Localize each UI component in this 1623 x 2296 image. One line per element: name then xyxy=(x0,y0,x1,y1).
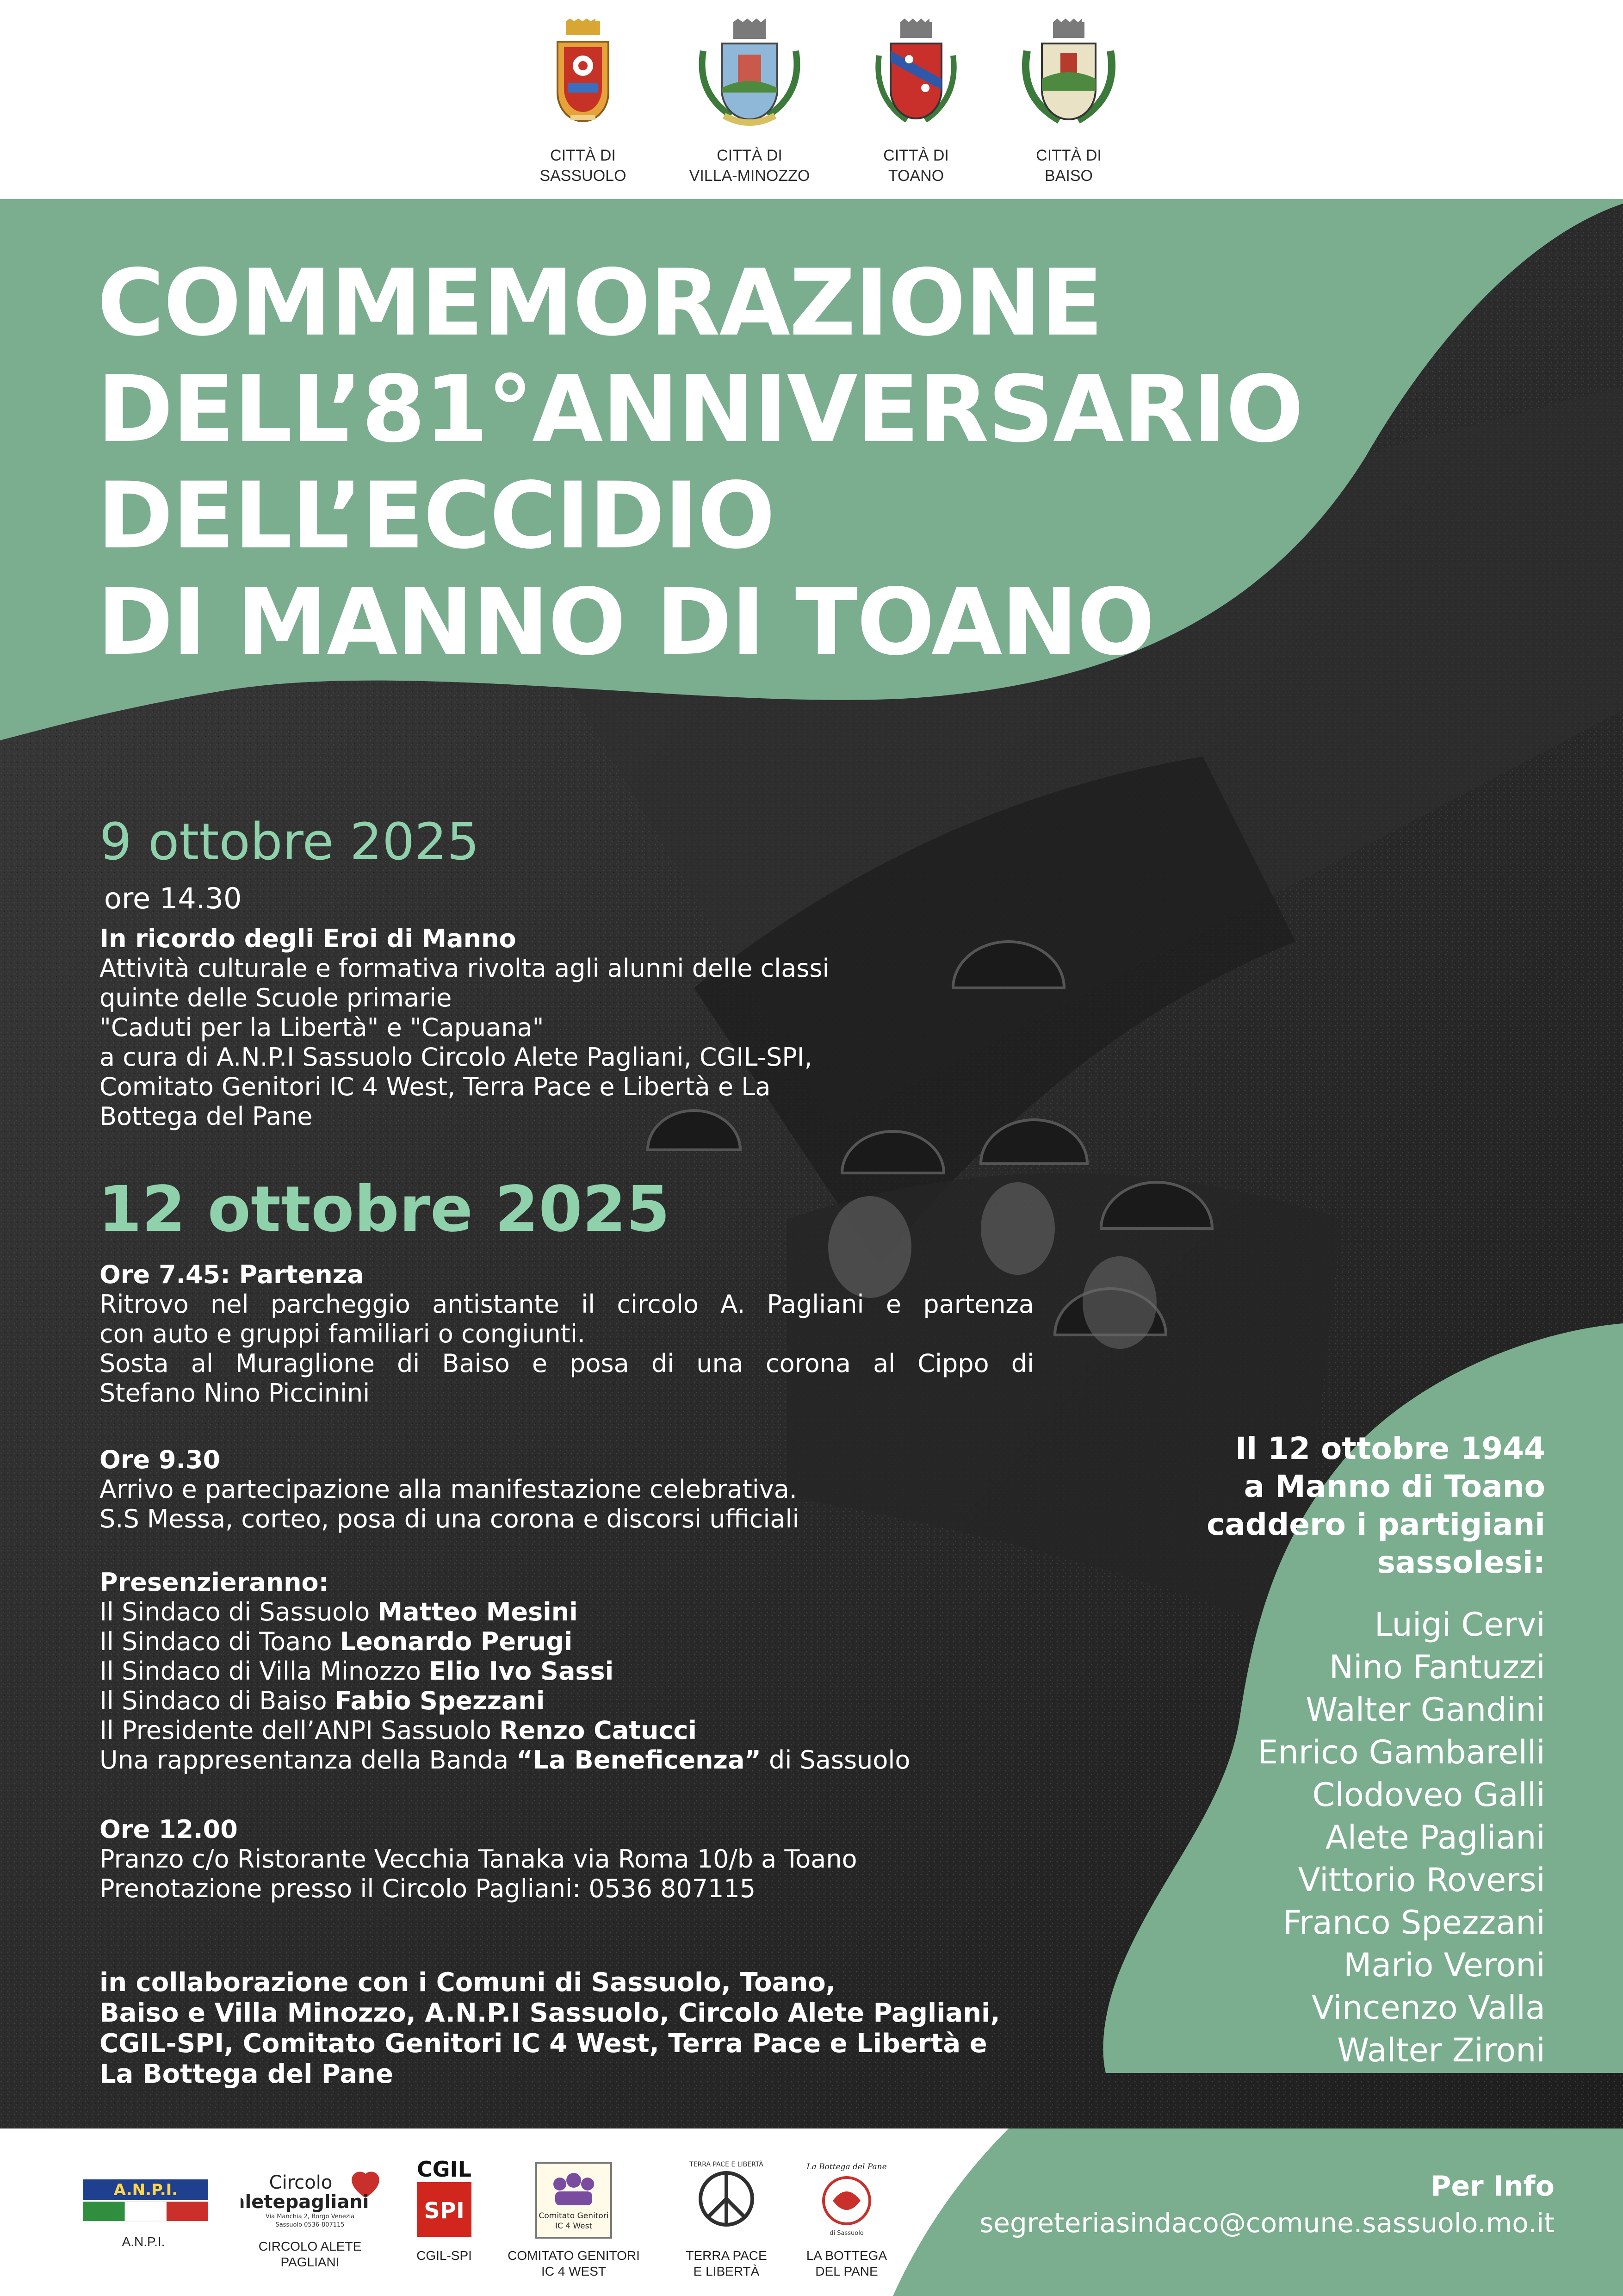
crest-label-toano: CITTÀ DI TOANO xyxy=(883,147,949,185)
partisan-name: Walter Zironi xyxy=(1337,2031,1545,2069)
partenza-line: con auto e gruppi familiari o congiunti. xyxy=(99,1319,586,1348)
event-2-date: 12 ottobre 2025 xyxy=(98,1173,670,1246)
info-title: Per Info xyxy=(1431,2170,1555,2203)
svg-text:SPI: SPI xyxy=(424,2198,465,2224)
pranzo-heading: Ore 12.00 xyxy=(99,1815,238,1844)
svg-text:A.N.P.I.: A.N.P.I. xyxy=(113,2181,178,2199)
footer-logo-bottega xyxy=(787,2156,907,2279)
footer-logo-label: CIRCOLO ALETE PAGLIANI xyxy=(258,2239,362,2269)
svg-text:Via Manchia 2, Borgo Venezia: Via Manchia 2, Borgo Venezia xyxy=(265,2213,355,2220)
anpi-logo-icon xyxy=(83,2175,208,2226)
cerimonia-line: S.S Messa, corteo, posa di una corona e discorsi ufficiali xyxy=(99,1504,799,1533)
cerimonia-line: Arrivo e partecipazione alla manifestazione celebrativa. xyxy=(99,1475,797,1504)
partisan-name: Luigi Cervi xyxy=(1374,1606,1545,1644)
event-1-description xyxy=(99,954,830,1131)
partisan-name: Vittorio Roversi xyxy=(1298,1861,1545,1899)
footer-logo-label: LA BOTTEGA DEL PANE xyxy=(806,2248,887,2278)
crest-label-baiso: CITTÀ DI BAISO xyxy=(1036,147,1102,185)
svg-text:di Sassuolo: di Sassuolo xyxy=(830,2230,864,2237)
collaboration-line: CGIL-SPI, Comitato Genitori IC 4 West, Terra Pace e Libertà e xyxy=(99,2029,987,2059)
event-1-heading: In ricordo degli Eroi di Manno xyxy=(99,924,516,953)
svg-text:aletepagliani: aletepagliani xyxy=(241,2191,369,2213)
footer-logo-label: A.N.P.I. xyxy=(122,2234,165,2249)
pranzo-line: Prenotazione presso il Circolo Pagliani: 0536 807115 xyxy=(99,1874,756,1903)
event-1-time: ore 14.30 xyxy=(104,881,242,915)
partenza-block xyxy=(99,1260,1034,1408)
cgil-spi-logo-icon xyxy=(414,2156,474,2240)
presenze-row: Il Presidente dell’ANPI Sassuolo Renzo Catucci xyxy=(99,1716,697,1745)
partenza-heading: Ore 7.45: Partenza xyxy=(99,1260,364,1289)
crest-villa-minozzo xyxy=(652,19,847,186)
crest-label-sassuolo: CITTÀ DI SASSUOLO xyxy=(539,147,626,185)
partisans-list xyxy=(1166,1603,1545,2072)
comitato-genitori-logo-icon xyxy=(534,2161,613,2240)
footer-logo-label: COMITATO GENITORI IC 4 WEST xyxy=(508,2248,640,2278)
info-email-link[interactable]: segreteriasindaco@comune.sassuolo.mo.it xyxy=(979,2207,1555,2239)
footer-logo-terra-pace xyxy=(666,2156,787,2279)
presenze-heading: Presenzieranno: xyxy=(99,1568,329,1597)
sassuolo-crest-icon xyxy=(548,19,618,134)
villa-minozzo-crest-icon xyxy=(696,19,803,134)
cerimonia-heading: Ore 9.30 xyxy=(99,1445,221,1474)
footer-logo-cgil xyxy=(384,2156,504,2264)
page-title: COMMEMORAZIONE DELL’81°ANNIVERSARIO DELL’ECCIDIO DI MANNO DI TOANO xyxy=(97,249,1303,676)
circolo-logo-icon xyxy=(241,2166,379,2230)
event-1-line: quinte delle Scuole primarie xyxy=(99,983,452,1012)
footer-logo-circolo xyxy=(241,2166,379,2270)
svg-text:CGIL: CGIL xyxy=(417,2157,471,2182)
bottega-pane-logo-icon xyxy=(805,2156,888,2240)
crest-label-villa-minozzo: CITTÀ DI VILLA-MINOZZO xyxy=(689,147,810,185)
baiso-crest-icon xyxy=(1018,19,1120,134)
footer-logo-label: TERRA PACE E LIBERTÀ xyxy=(686,2248,767,2278)
partisan-name: Walter Gandini xyxy=(1306,1691,1545,1729)
collaboration-note xyxy=(99,1967,1000,2090)
partisan-name: Franco Spezzani xyxy=(1283,1904,1545,1942)
svg-text:Circolo: Circolo xyxy=(269,2172,333,2193)
cerimonia-block xyxy=(99,1445,799,1534)
toano-crest-icon xyxy=(870,19,962,134)
event-1-line: Bottega del Pane xyxy=(99,1102,313,1131)
partisan-name: Nino Fantuzzi xyxy=(1329,1648,1545,1686)
crest-sassuolo xyxy=(486,19,680,186)
presenze-block xyxy=(99,1568,910,1775)
pranzo-block xyxy=(99,1815,857,1904)
svg-text:Comitato Genitori: Comitato Genitori xyxy=(539,2211,609,2221)
svg-text:La Bottega del Pane: La Bottega del Pane xyxy=(806,2162,887,2172)
event-1-line: a cura di A.N.P.I Sassuolo Circolo Alete Pagliani, CGIL-SPI, xyxy=(99,1043,812,1072)
event-1-line: Attività culturale e formativa rivolta agli alunni delle classi xyxy=(99,954,830,983)
partisan-name: Mario Veroni xyxy=(1344,1946,1545,1984)
pranzo-line: Pranzo c/o Ristorante Vecchia Tanaka via Roma 10/b a Toano xyxy=(99,1844,857,1874)
memorial-heading: Il 12 ottobre 1944 a Manno di Toano caddero i partigiani sassolesi: xyxy=(1207,1431,1545,1580)
event-1-date: 9 ottobre 2025 xyxy=(99,812,480,871)
svg-text:TERRA PACE E LIBERTÀ: TERRA PACE E LIBERTÀ xyxy=(689,2161,763,2168)
crest-baiso xyxy=(972,19,1166,186)
presenze-row: Una rappresentanza della Banda “La Beneficenza” di Sassuolo xyxy=(99,1745,911,1775)
partisan-name: Vincenzo Valla xyxy=(1311,1989,1545,2027)
event-1-line: "Caduti per la Libertà" e "Capuana" xyxy=(99,1013,544,1042)
svg-text:IC 4 West: IC 4 West xyxy=(555,2222,593,2231)
partenza-line: Ritrovo nel parcheggio antistante il circolo A. Pagliani e partenza xyxy=(99,1290,1034,1319)
partisan-name: Alete Pagliani xyxy=(1325,1818,1545,1856)
footer-logo-anpi xyxy=(83,2175,204,2250)
crest-bar xyxy=(0,0,1623,201)
footer-logo-label: CGIL-SPI xyxy=(416,2248,472,2263)
presenze-row: Il Sindaco di Villa Minozzo Elio Ivo Sassi xyxy=(99,1657,614,1686)
partenza-line: Sosta al Muraglione di Baiso e posa di una corona al Cippo di xyxy=(99,1349,1034,1378)
partisan-name: Enrico Gambarelli xyxy=(1258,1733,1545,1771)
collaboration-line: Baiso e Villa Minozzo, A.N.P.I Sassuolo, Circolo Alete Pagliani, xyxy=(99,1998,1000,2028)
footer-logo-comitato xyxy=(504,2161,643,2279)
svg-text:Sassuolo 0536-807115: Sassuolo 0536-807115 xyxy=(275,2222,345,2228)
presenze-row: Il Sindaco di Baiso Fabio Spezzani xyxy=(99,1686,545,1715)
partisan-name: Clodoveo Galli xyxy=(1312,1776,1545,1814)
event-1-line: Comitato Genitori IC 4 West, Terra Pace e Libertà e La xyxy=(99,1072,771,1101)
presenze-row: Il Sindaco di Sassuolo Matteo Mesini xyxy=(99,1597,578,1626)
collaboration-line: in collaborazione con i Comuni di Sassuolo, Toano, xyxy=(99,1967,836,1998)
partenza-line: Stefano Nino Piccinini xyxy=(99,1378,370,1408)
peace-logo-icon xyxy=(685,2156,768,2240)
presenze-row: Il Sindaco di Toano Leonardo Perugi xyxy=(99,1627,573,1656)
collaboration-line: La Bottega del Pane xyxy=(99,2059,393,2089)
